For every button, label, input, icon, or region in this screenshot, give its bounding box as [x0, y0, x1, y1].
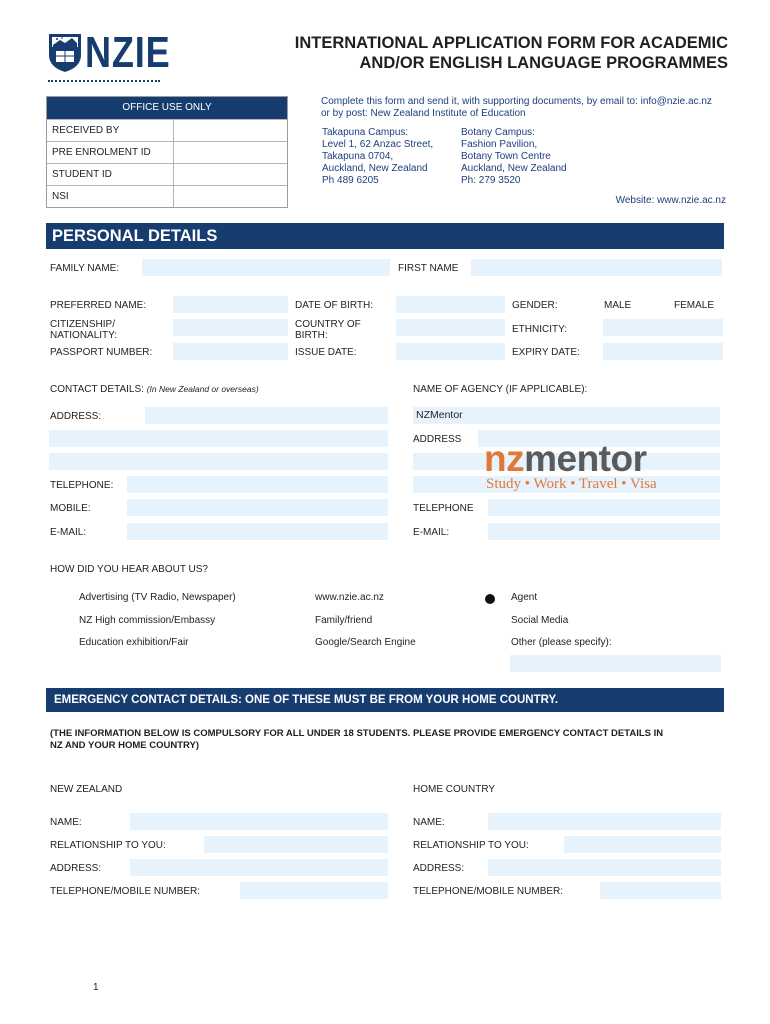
- home-country-heading: HOME COUNTRY: [413, 784, 496, 795]
- address-line: Botany Campus:: [461, 127, 535, 138]
- preferred-name-field[interactable]: [173, 296, 288, 313]
- office-row-received-by: [47, 119, 287, 141]
- gender-female-option[interactable]: FEMALE: [674, 300, 715, 311]
- contact-details-note: (In New Zealand or overseas): [146, 384, 259, 394]
- contact-details-label: [50, 384, 259, 395]
- issue-date-field[interactable]: [396, 343, 505, 360]
- citizenship-label-line-1: CITIZENSHIP/: [50, 319, 116, 330]
- nz-address-field[interactable]: [130, 859, 388, 876]
- nz-address-label: ADDRESS:: [50, 863, 102, 874]
- ethnicity-field[interactable]: [603, 319, 723, 336]
- emergency-note-line-2: NZ AND YOUR HOME COUNTRY): [50, 740, 200, 751]
- address-line: Auckland, New Zealand: [461, 163, 567, 174]
- home-address-field[interactable]: [488, 859, 721, 876]
- email-field[interactable]: [127, 523, 388, 540]
- home-phone-field[interactable]: [600, 882, 721, 899]
- mobile-field[interactable]: [127, 499, 388, 516]
- office-cell[interactable]: [173, 142, 174, 163]
- address-line: Botany Town Centre: [461, 151, 551, 162]
- dob-label: DATE OF BIRTH:: [295, 300, 373, 311]
- form-title-line-1: INTERNATIONAL APPLICATION FORM FOR ACADEMIC: [294, 34, 728, 52]
- logo-divider: [48, 80, 160, 82]
- passport-number-field[interactable]: [173, 343, 288, 360]
- office-cell[interactable]: [173, 120, 174, 141]
- expiry-date-label: EXPIRY DATE:: [512, 347, 580, 358]
- gender-male-option[interactable]: MALE: [604, 300, 632, 311]
- country-of-birth-label-line-1: COUNTRY OF: [295, 319, 361, 330]
- submission-intro-line-2: or by post: New Zealand Institute of Education: [321, 108, 526, 119]
- option-family-friend[interactable]: Family/friend: [315, 615, 373, 626]
- option-agent-selected-radio[interactable]: [485, 594, 495, 604]
- office-row-label: RECEIVED BY: [52, 125, 120, 136]
- address-line: Takapuna 0704,: [322, 151, 394, 162]
- emergency-note: [50, 728, 663, 752]
- expiry-date-field[interactable]: [603, 343, 723, 360]
- option-nz-high-commission[interactable]: NZ High commission/Embassy: [79, 615, 216, 626]
- option-advertising[interactable]: Advertising (TV Radio, Newspaper): [79, 592, 236, 603]
- option-search-engine[interactable]: Google/Search Engine: [315, 637, 416, 648]
- nz-relationship-label: RELATIONSHIP TO YOU:: [50, 840, 166, 851]
- office-row-pre-enrolment-id: [47, 141, 287, 163]
- family-name-label: FAMILY NAME:: [50, 263, 120, 274]
- submission-intro-line-1: Complete this form and send it, with supporting documents, by email to: info@nzie.ac.nz: [321, 96, 712, 107]
- country-of-birth-field[interactable]: [396, 319, 505, 336]
- agency-name-field[interactable]: NZMentor: [413, 407, 720, 424]
- nzmentor-logo-nz: nz: [484, 438, 525, 479]
- option-website[interactable]: www.nzie.ac.nz: [315, 592, 384, 603]
- home-relationship-field[interactable]: [564, 836, 721, 853]
- nzmentor-logo-tagline: Study • Work • Travel • Visa: [486, 476, 657, 492]
- address-line: Takapuna Campus:: [322, 127, 409, 138]
- takapuna-campus-address: [322, 127, 433, 187]
- office-row-nsi: [47, 185, 287, 207]
- passport-number-label: PASSPORT NUMBER:: [50, 347, 153, 358]
- page-number: 1: [93, 982, 99, 993]
- option-social-media[interactable]: Social Media: [511, 615, 569, 626]
- form-title-line-2: AND/OR ENGLISH LANGUAGE PROGRAMMES: [359, 54, 728, 72]
- agency-address-label: ADDRESS: [413, 434, 462, 445]
- emergency-note-line-1: (THE INFORMATION BELOW IS COMPULSORY FOR ALL UNDER 18 STUDENTS. PLEASE PROVIDE EMERGENCY CONTACT DETAILS IN: [50, 728, 664, 739]
- email-label: E-MAIL:: [50, 527, 87, 538]
- preferred-name-label: PREFERRED NAME:: [50, 300, 147, 311]
- home-name-label: NAME:: [413, 817, 445, 828]
- office-row-label: NSI: [52, 191, 69, 202]
- nzie-logo-text: NZIE: [85, 28, 171, 77]
- country-of-birth-label: [295, 319, 361, 341]
- family-name-field[interactable]: [142, 259, 390, 276]
- telephone-field[interactable]: [127, 476, 388, 493]
- option-education-exhibition[interactable]: Education exhibition/Fair: [79, 637, 189, 648]
- address-line: Auckland, New Zealand: [322, 163, 428, 174]
- address-label: ADDRESS:: [50, 411, 102, 422]
- botany-campus-address: [461, 127, 567, 187]
- emergency-contact-heading: EMERGENCY CONTACT DETAILS: ONE OF THESE MUST BE FROM YOUR HOME COUNTRY.: [46, 688, 724, 712]
- nz-name-field[interactable]: [130, 813, 388, 830]
- nzie-crest-icon: [48, 33, 82, 73]
- office-use-table: [46, 96, 288, 208]
- nz-phone-label: TELEPHONE/MOBILE NUMBER:: [50, 886, 201, 897]
- office-use-heading: OFFICE USE ONLY: [47, 97, 287, 119]
- telephone-label: TELEPHONE:: [50, 480, 114, 491]
- home-address-label: ADDRESS:: [413, 863, 465, 874]
- office-row-label: STUDENT ID: [52, 169, 112, 180]
- address-line: Fashion Pavilion,: [461, 139, 538, 150]
- issue-date-label: ISSUE DATE:: [295, 347, 357, 358]
- ethnicity-label: ETHNICITY:: [512, 324, 568, 335]
- mobile-label: MOBILE:: [50, 503, 91, 514]
- option-agent[interactable]: Agent: [511, 592, 538, 603]
- address-field-3[interactable]: [49, 453, 388, 470]
- other-specify-field[interactable]: [510, 655, 721, 672]
- home-phone-label: TELEPHONE/MOBILE NUMBER:: [413, 886, 564, 897]
- option-other[interactable]: Other (please specify):: [511, 637, 612, 648]
- office-cell[interactable]: [173, 186, 174, 207]
- agency-email-label: E-MAIL:: [413, 527, 450, 538]
- agency-telephone-label: TELEPHONE: [413, 503, 474, 514]
- nzmentor-logo-mentor: mentor: [524, 438, 647, 479]
- agency-email-field[interactable]: [488, 523, 720, 540]
- nzmentor-logo-word: [484, 440, 647, 478]
- personal-details-heading: PERSONAL DETAILS: [46, 223, 724, 249]
- agency-telephone-field[interactable]: [488, 499, 720, 516]
- citizenship-label-line-2: NATIONALITY:: [50, 330, 118, 341]
- dob-field[interactable]: [396, 296, 505, 313]
- nz-relationship-field[interactable]: [204, 836, 388, 853]
- address-line: Ph 489 6205: [322, 175, 379, 186]
- address-line: Level 1, 62 Anzac Street,: [322, 139, 434, 150]
- first-name-field[interactable]: [471, 259, 722, 276]
- nzmentor-logo: [484, 440, 706, 495]
- nz-name-label: NAME:: [50, 817, 82, 828]
- home-relationship-label: RELATIONSHIP TO YOU:: [413, 840, 529, 851]
- home-name-field[interactable]: [488, 813, 721, 830]
- address-field-2[interactable]: [49, 430, 388, 447]
- address-line: Ph: 279 3520: [461, 175, 521, 186]
- office-row-label: PRE ENROLMENT ID: [52, 147, 151, 158]
- office-cell[interactable]: [173, 164, 174, 185]
- nz-phone-field[interactable]: [240, 882, 388, 899]
- address-field-1[interactable]: [145, 407, 388, 424]
- citizenship-field[interactable]: [173, 319, 288, 336]
- form-title: [240, 33, 728, 73]
- new-zealand-heading: NEW ZEALAND: [50, 784, 123, 795]
- country-of-birth-label-line-2: BIRTH:: [295, 330, 328, 341]
- office-row-student-id: [47, 163, 287, 185]
- gender-label: GENDER:: [512, 300, 558, 311]
- contact-details-text: CONTACT DETAILS:: [50, 384, 144, 395]
- citizenship-label: [50, 319, 117, 341]
- hear-about-question: HOW DID YOU HEAR ABOUT US?: [50, 564, 208, 575]
- agency-name-label: NAME OF AGENCY (IF APPLICABLE):: [413, 384, 588, 395]
- website-link[interactable]: Website: www.nzie.ac.nz: [615, 195, 726, 206]
- first-name-label: FIRST NAME: [398, 263, 459, 274]
